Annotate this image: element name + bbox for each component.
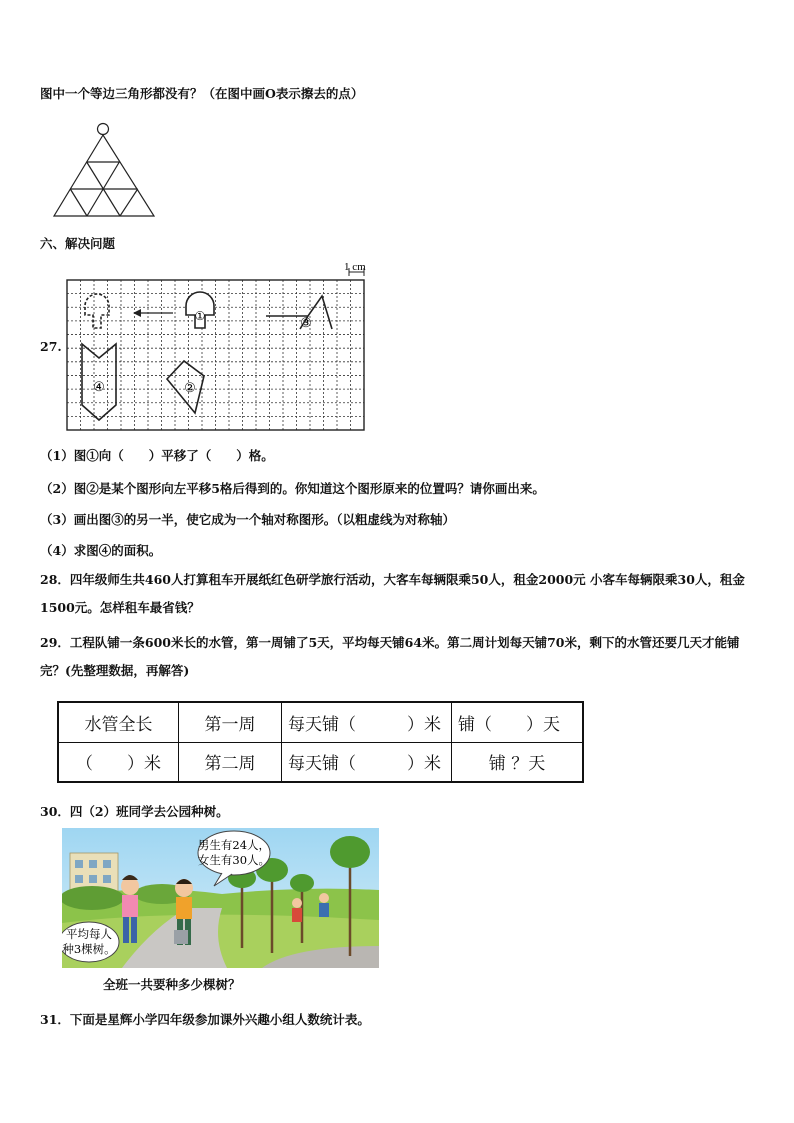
q27-sub-2: （2）图②是某个图形向左平移5格后得到的。你知道这个图形原来的位置吗？请你画出来。: [40, 481, 545, 496]
week-2-per-day: 每天铺（ ）米: [282, 742, 452, 782]
q31-text: 31．下面是星辉小学四年级参加课外兴趣小组人数统计表。: [40, 1012, 370, 1027]
bubble-left-line-1: 平均每人: [66, 927, 112, 941]
shape-3-label: ③: [300, 316, 312, 331]
bubble-right-line-1: 男生有24人，: [197, 838, 271, 852]
week-1-label: 第一周: [179, 702, 282, 742]
week-1-per-day: 每天铺（ ）米: [282, 702, 452, 742]
speech-bubble-left: [62, 922, 119, 962]
q30-question: 全班一共要种多少棵树？: [103, 977, 241, 992]
q27-sub-4: （4）求图④的面积。: [40, 543, 162, 558]
shape-4-label: ④: [93, 380, 105, 395]
pipe-length-header: 水管全长: [58, 702, 179, 742]
scale-label: 1 cm: [344, 261, 366, 273]
q29-data-table: [57, 701, 584, 783]
shape-2-label: ②: [184, 381, 196, 396]
dashed-mushroom-shape: [85, 294, 109, 328]
section-title: 六、解决问题: [40, 236, 116, 251]
q27-sub-1: （1）图①向（ ）平移了（ ）格。: [40, 448, 274, 463]
q27-number: 27.: [40, 339, 62, 354]
grid-figure: [60, 258, 370, 434]
pipe-length-blank: （ ）米: [58, 742, 179, 782]
week-2-label: 第二周: [179, 742, 282, 782]
week-2-days: 铺 ？天: [452, 742, 584, 782]
bubble-right-line-2: 女生有30人。: [197, 853, 271, 867]
erased-point-circle: [98, 124, 109, 135]
week-1-days: 铺（ ）天: [452, 702, 584, 742]
q27-sub-3: （3）画出图③的另一半，使它成为一个轴对称图形。（以粗虚线为对称轴）: [40, 512, 455, 527]
q30-text: 30．四（2）班同学去公园种树。: [40, 804, 229, 819]
bubble-left-line-2: 种3棵树。: [62, 942, 116, 956]
q29-text: 29．工程队铺一条600米长的水管，第一周铺了5天，平均每天铺64米。第二周计划每天铺70米，剩下的水管还要几天才能铺完？(先整理数据，再解答): [40, 635, 740, 678]
shape-1-label: ①: [194, 309, 206, 323]
triangle-lattice-figure: [50, 120, 160, 220]
q28-text: 28．四年级师生共460人打算租车开展纸红色研学旅行活动，大客车每辆限乘50人，租金2000元 小客车每辆限乘30人，租金1500元。怎样租车最省钱？: [40, 572, 745, 615]
question-equilateral-triangles: 图中一个等边三角形都没有？（在图中画O表示擦去的点）: [40, 86, 364, 101]
shape-3-half: [266, 296, 332, 329]
park-tree-planting-illustration: [62, 828, 379, 968]
